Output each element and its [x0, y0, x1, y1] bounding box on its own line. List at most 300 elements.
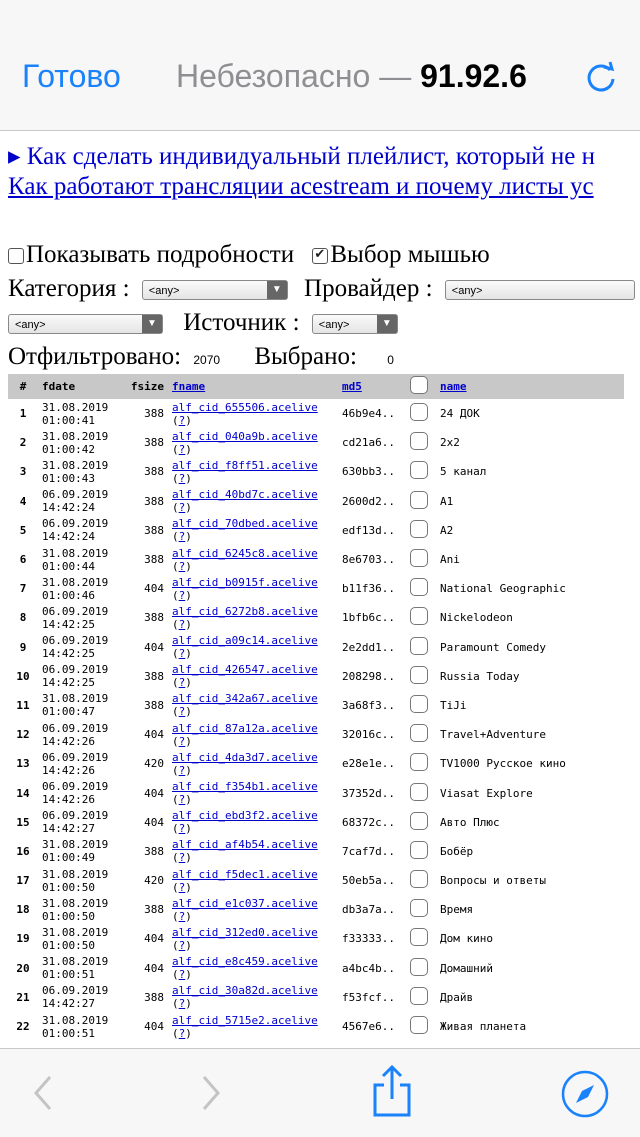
table-row: [8, 545, 624, 574]
row-fname: alf_cid_6245c8.acelive (?): [172, 546, 318, 573]
row-fname: alf_cid_426547.acelive (?): [172, 663, 318, 690]
row-channel-name: A1: [440, 494, 454, 508]
row-date: 31.08.2019: [42, 575, 109, 589]
reload-icon[interactable]: [584, 60, 618, 94]
row-fname: alf_cid_6272b8.acelive (?): [172, 604, 318, 631]
row-fdate: [38, 603, 124, 632]
row-checkbox[interactable]: [410, 607, 428, 625]
row-fname: alf_cid_87a12a.acelive (?): [172, 721, 318, 748]
row-md5: f33333..: [342, 932, 395, 946]
row-md5: 630bb3..: [342, 465, 395, 479]
row-checkbox[interactable]: [410, 695, 428, 713]
fname-link[interactable]: alf_cid_6245c8.acelive: [172, 546, 318, 560]
row-select[interactable]: [406, 691, 436, 720]
table-row: [8, 691, 624, 720]
table-row: [8, 866, 624, 895]
row-checkbox[interactable]: [410, 870, 428, 888]
help-link[interactable]: ?: [178, 501, 186, 515]
table-header: [8, 374, 624, 399]
row-fdate: [38, 1012, 124, 1041]
row-md5: 3a68f3..: [342, 698, 395, 712]
row-md5: edf13d..: [342, 523, 395, 537]
address-bar[interactable]: [176, 58, 548, 95]
fname-link[interactable]: alf_cid_f354b1.acelive: [172, 780, 318, 794]
row-date: 06.09.2019: [42, 721, 109, 735]
category-select[interactable]: <any> ▼: [142, 280, 288, 300]
help-link[interactable]: ?: [178, 763, 186, 777]
row-number: 4: [19, 494, 27, 508]
row-channel-name: Бобёр: [440, 844, 474, 858]
row-time: 14:42:25: [42, 647, 95, 661]
help-link[interactable]: ?: [178, 734, 186, 748]
row-select[interactable]: [406, 428, 436, 457]
table-row: [8, 487, 624, 516]
row-fdate: [38, 574, 124, 603]
row-fsize: 404: [144, 815, 164, 829]
url-prefix: Небезопасно —: [176, 58, 421, 94]
filter-row-1: [8, 275, 635, 303]
row-date: 31.08.2019: [42, 458, 109, 472]
row-number: 13: [16, 757, 30, 771]
row-fsize: 388: [144, 669, 164, 683]
row-checkbox[interactable]: [410, 403, 428, 421]
page-content: [0, 131, 640, 1048]
row-fname: alf_cid_f5dec1.acelive (?): [172, 867, 318, 894]
provider-select[interactable]: <any>: [445, 280, 635, 300]
row-fdate: [38, 954, 124, 983]
help-link[interactable]: ?: [178, 880, 186, 894]
row-channel-name: 24 ДОК: [440, 407, 480, 421]
row-checkbox[interactable]: [410, 812, 428, 830]
row-time: 01:00:46: [42, 588, 95, 602]
fname-link[interactable]: alf_cid_87a12a.acelive: [172, 721, 318, 735]
row-time: 14:42:24: [42, 501, 95, 515]
help-link[interactable]: ?: [178, 705, 186, 719]
row-fsize: 404: [144, 640, 164, 654]
row-md5: 68372c..: [342, 815, 395, 829]
url-host: 91.92.6: [420, 58, 527, 94]
fname-link[interactable]: alf_cid_ebd3f2.acelive: [172, 809, 318, 823]
row-number: 9: [19, 640, 27, 654]
counts-row: [8, 343, 394, 371]
row-select[interactable]: [406, 808, 436, 837]
row-date: 31.08.2019: [42, 1013, 109, 1027]
category-label: Категория :: [8, 275, 130, 302]
row-fdate: [38, 749, 124, 778]
compass-icon[interactable]: [560, 1069, 610, 1119]
row-md5: 4567e6..: [342, 1020, 395, 1034]
fname-link[interactable]: alf_cid_426547.acelive: [172, 663, 318, 677]
table-row: [8, 603, 624, 632]
filtered-count: 2070: [193, 353, 221, 367]
col-num: #: [8, 374, 38, 399]
fname-link[interactable]: alf_cid_b0915f.acelive: [172, 575, 318, 589]
chevron-down-icon: ▼: [142, 315, 162, 333]
row-time: 01:00:51: [42, 1026, 95, 1040]
table-row: [8, 516, 624, 545]
row-number: 7: [19, 582, 27, 596]
row-fname: alf_cid_30a82d.acelive (?): [172, 984, 318, 1011]
row-select[interactable]: [406, 516, 436, 545]
row-date: 31.08.2019: [42, 692, 109, 706]
row-select[interactable]: [406, 954, 436, 983]
row-checkbox[interactable]: [410, 753, 428, 771]
row-select[interactable]: [406, 837, 436, 866]
row-md5: 2e2dd1..: [342, 640, 395, 654]
col-fdate: fdate: [38, 374, 124, 399]
row-number: 11: [16, 698, 30, 712]
row-date: 31.08.2019: [42, 400, 109, 414]
channels-table: [8, 374, 624, 1041]
row-channel-name: TiJi: [440, 698, 467, 712]
row-fsize: 388: [144, 990, 164, 1004]
help-link[interactable]: ?: [178, 997, 186, 1011]
sort-md5-link[interactable]: md5: [342, 380, 362, 393]
mouse-select-checkbox[interactable]: [312, 248, 328, 264]
help-link[interactable]: ?: [178, 647, 186, 661]
fname-link[interactable]: alf_cid_342a67.acelive: [172, 692, 318, 706]
show-details-checkbox[interactable]: [8, 248, 24, 264]
row-fsize: 388: [144, 553, 164, 567]
row-time: 14:42:25: [42, 676, 95, 690]
table-row: [8, 662, 624, 691]
row-channel-name: Nickelodeon: [440, 611, 513, 625]
row-fdate: [38, 662, 124, 691]
row-fdate: [38, 516, 124, 545]
row-fdate: [38, 428, 124, 457]
row-date: 31.08.2019: [42, 955, 109, 969]
row-fsize: 388: [144, 611, 164, 625]
row-channel-name: 2x2: [440, 436, 460, 450]
row-date: 06.09.2019: [42, 604, 109, 618]
row-channel-name: National Geographic: [440, 582, 566, 596]
table-row: [8, 749, 624, 778]
row-fdate: [38, 399, 124, 428]
row-time: 01:00:51: [42, 968, 95, 982]
row-fname: alf_cid_a09c14.acelive (?): [172, 634, 318, 661]
row-checkbox[interactable]: [410, 520, 428, 538]
row-checkbox[interactable]: [410, 1016, 428, 1034]
row-channel-name: Авто Плюс: [440, 815, 500, 829]
share-icon[interactable]: [370, 1063, 414, 1119]
row-fdate: [38, 691, 124, 720]
help-link[interactable]: ?: [178, 909, 186, 923]
row-checkbox[interactable]: [410, 666, 428, 684]
row-md5: 37352d..: [342, 786, 395, 800]
provider-label: Провайдер :: [304, 275, 433, 302]
row-number: 10: [16, 669, 30, 683]
table-row: [8, 983, 624, 1012]
help-link[interactable]: ?: [178, 413, 186, 427]
row-number: 15: [16, 815, 30, 829]
fname-link[interactable]: alf_cid_312ed0.acelive: [172, 925, 318, 939]
row-checkbox[interactable]: [410, 899, 428, 917]
table-row: [8, 633, 624, 662]
row-channel-name: Viasat Explore: [440, 786, 533, 800]
row-select[interactable]: [406, 749, 436, 778]
row-select[interactable]: [406, 399, 436, 428]
row-number: 6: [19, 553, 27, 567]
row-channel-name: Russia Today: [440, 669, 520, 683]
row-select[interactable]: [406, 633, 436, 662]
filter-row-2: [8, 309, 398, 337]
row-fsize: 388: [144, 844, 164, 858]
row-time: 14:42:26: [42, 793, 95, 807]
help-link[interactable]: ?: [178, 617, 186, 631]
done-button[interactable]: Готово: [22, 58, 121, 94]
row-time: 14:42:27: [42, 997, 95, 1011]
help-link[interactable]: ?: [178, 1026, 186, 1040]
row-time: 01:00:49: [42, 851, 95, 865]
row-fdate: [38, 545, 124, 574]
col-md5[interactable]: [338, 374, 406, 399]
row-fname: alf_cid_342a67.acelive (?): [172, 692, 318, 719]
row-number: 16: [16, 844, 30, 858]
filtered-label: Отфильтровано:: [8, 343, 182, 370]
help-link[interactable]: ?: [178, 822, 186, 836]
row-fsize: 388: [144, 436, 164, 450]
row-select[interactable]: [406, 574, 436, 603]
fname-link[interactable]: alf_cid_70dbed.acelive: [172, 517, 318, 531]
row-fname: alf_cid_f354b1.acelive (?): [172, 780, 318, 807]
table-row: [8, 808, 624, 837]
row-select[interactable]: [406, 778, 436, 807]
row-md5: 8e6703..: [342, 553, 395, 567]
row-channel-name: Время: [440, 903, 474, 917]
row-fsize: 388: [144, 523, 164, 537]
browser-bottom-bar: [0, 1048, 640, 1137]
options-row: [8, 241, 490, 269]
row-channel-name: Домашний: [440, 961, 493, 975]
row-md5: 50eb5a..: [342, 874, 395, 888]
row-fdate: [38, 778, 124, 807]
acestream-info-link[interactable]: Как работают трансляции acestream и почему листы ус: [8, 173, 594, 200]
row-date: 06.09.2019: [42, 663, 109, 677]
row-checkbox[interactable]: [410, 724, 428, 742]
chevron-down-icon: ▼: [267, 281, 287, 299]
fname-link[interactable]: alf_cid_040a9b.acelive: [172, 429, 318, 443]
row-number: 14: [16, 786, 30, 800]
sort-name-link[interactable]: name: [440, 380, 467, 393]
col-select-all[interactable]: [406, 374, 436, 399]
row-fname: alf_cid_40bd7c.acelive (?): [172, 488, 318, 515]
row-checkbox[interactable]: [410, 432, 428, 450]
row-channel-name: Вопросы и ответы: [440, 874, 546, 888]
row-time: 14:42:27: [42, 822, 95, 836]
row-date: 31.08.2019: [42, 546, 109, 560]
table-row: [8, 574, 624, 603]
selected-label: Выбрано:: [254, 343, 357, 370]
table-row: [8, 720, 624, 749]
row-md5: 208298..: [342, 669, 395, 683]
help-link[interactable]: ?: [178, 676, 186, 690]
row-md5: 46b9e4..: [342, 407, 395, 421]
help-link[interactable]: ?: [178, 559, 186, 573]
extra-select[interactable]: <any> ▼: [8, 314, 163, 334]
help-link[interactable]: ?: [178, 851, 186, 865]
row-fdate: [38, 487, 124, 516]
row-checkbox[interactable]: [410, 578, 428, 596]
row-fsize: 388: [144, 698, 164, 712]
browser-toolbar: [0, 0, 640, 131]
row-number: 22: [16, 1020, 30, 1034]
row-fsize: 388: [144, 407, 164, 421]
row-number: 2: [19, 436, 27, 450]
table-row: [8, 895, 624, 924]
row-fname: alf_cid_af4b54.acelive (?): [172, 838, 318, 865]
row-number: 5: [19, 523, 27, 537]
row-select[interactable]: [406, 866, 436, 895]
row-fname: alf_cid_f8ff51.acelive (?): [172, 458, 318, 485]
fname-link[interactable]: alf_cid_e1c037.acelive: [172, 896, 318, 910]
row-fdate: [38, 457, 124, 486]
row-md5: 32016c..: [342, 728, 395, 742]
col-name[interactable]: [436, 374, 624, 399]
row-select[interactable]: [406, 1012, 436, 1041]
row-fname: alf_cid_4da3d7.acelive (?): [172, 750, 318, 777]
row-fname: alf_cid_b0915f.acelive (?): [172, 575, 318, 602]
sort-fname-link[interactable]: fname: [172, 380, 206, 393]
row-time: 01:00:50: [42, 938, 95, 952]
help-link[interactable]: ?: [178, 471, 186, 485]
row-select[interactable]: [406, 603, 436, 632]
playlist-howto-link[interactable]: ▸ Как сделать индивидуальный плейлист, который не н: [8, 143, 595, 170]
table-row: [8, 428, 624, 457]
row-channel-name: 5 канал: [440, 465, 487, 479]
row-fdate: [38, 808, 124, 837]
row-channel-name: Драйв: [440, 990, 474, 1004]
table-row: [8, 924, 624, 953]
source-select[interactable]: <any> ▼: [312, 314, 398, 334]
row-date: 31.08.2019: [42, 838, 109, 852]
help-link[interactable]: ?: [178, 530, 186, 544]
row-fdate: [38, 633, 124, 662]
fname-link[interactable]: alf_cid_6272b8.acelive: [172, 604, 318, 618]
row-checkbox[interactable]: [410, 549, 428, 567]
select-all-checkbox[interactable]: [410, 376, 428, 394]
row-fname: alf_cid_5715e2.acelive (?): [172, 1013, 318, 1040]
row-checkbox[interactable]: [410, 491, 428, 509]
help-link[interactable]: ?: [178, 793, 186, 807]
row-date: 31.08.2019: [42, 429, 109, 443]
row-select[interactable]: [406, 720, 436, 749]
row-checkbox[interactable]: [410, 928, 428, 946]
row-fname: alf_cid_70dbed.acelive (?): [172, 517, 318, 544]
row-checkbox[interactable]: [410, 841, 428, 859]
fname-link[interactable]: alf_cid_f8ff51.acelive: [172, 458, 318, 472]
row-fname: alf_cid_040a9b.acelive (?): [172, 429, 318, 456]
row-fname: alf_cid_e8c459.acelive (?): [172, 955, 318, 982]
row-md5: b11f36..: [342, 582, 395, 596]
row-fsize: 404: [144, 582, 164, 596]
table-row: [8, 399, 624, 428]
row-select[interactable]: [406, 983, 436, 1012]
row-fsize: 388: [144, 903, 164, 917]
row-select[interactable]: [406, 924, 436, 953]
row-select[interactable]: [406, 895, 436, 924]
row-number: 12: [16, 728, 30, 742]
row-select[interactable]: [406, 487, 436, 516]
row-time: 01:00:47: [42, 705, 95, 719]
row-md5: f53fcf..: [342, 990, 395, 1004]
row-md5: 7caf7d..: [342, 844, 395, 858]
fname-link[interactable]: alf_cid_4da3d7.acelive: [172, 750, 318, 764]
help-link[interactable]: ?: [178, 938, 186, 952]
row-time: 01:00:42: [42, 442, 95, 456]
row-number: 17: [16, 874, 30, 888]
fname-link[interactable]: alf_cid_f5dec1.acelive: [172, 867, 318, 881]
help-link[interactable]: ?: [178, 588, 186, 602]
row-time: 14:42:25: [42, 617, 95, 631]
row-fdate: [38, 983, 124, 1012]
table-row: [8, 837, 624, 866]
row-date: 06.09.2019: [42, 780, 109, 794]
row-fsize: 420: [144, 874, 164, 888]
row-time: 14:42:24: [42, 530, 95, 544]
row-checkbox[interactable]: [410, 637, 428, 655]
row-channel-name: Travel+Adventure: [440, 728, 546, 742]
row-fdate: [38, 837, 124, 866]
forward-icon[interactable]: [198, 1071, 224, 1115]
row-time: 01:00:43: [42, 471, 95, 485]
row-checkbox[interactable]: [410, 461, 428, 479]
row-fname: alf_cid_ebd3f2.acelive (?): [172, 809, 318, 836]
row-date: 31.08.2019: [42, 925, 109, 939]
row-select[interactable]: [406, 545, 436, 574]
row-time: 01:00:50: [42, 880, 95, 894]
table-row: [8, 1012, 624, 1041]
table-row: [8, 778, 624, 807]
row-channel-name: Дом кино: [440, 932, 493, 946]
fname-link[interactable]: alf_cid_655506.acelive: [172, 400, 318, 414]
row-select[interactable]: [406, 662, 436, 691]
chevron-down-icon: ▼: [377, 315, 397, 333]
row-fdate: [38, 866, 124, 895]
row-date: 06.09.2019: [42, 809, 109, 823]
fname-link[interactable]: alf_cid_af4b54.acelive: [172, 838, 318, 852]
row-checkbox[interactable]: [410, 783, 428, 801]
fname-link[interactable]: alf_cid_a09c14.acelive: [172, 634, 318, 648]
row-md5: a4bc4b..: [342, 961, 395, 975]
row-fname: alf_cid_312ed0.acelive (?): [172, 925, 318, 952]
mouse-select-label: Выбор мышью: [330, 241, 490, 268]
row-checkbox[interactable]: [410, 958, 428, 976]
row-fdate: [38, 895, 124, 924]
back-icon[interactable]: [30, 1071, 56, 1115]
row-number: 21: [16, 990, 30, 1004]
help-link[interactable]: ?: [178, 442, 186, 456]
fname-link[interactable]: alf_cid_40bd7c.acelive: [172, 488, 318, 502]
row-time: 14:42:26: [42, 763, 95, 777]
row-checkbox[interactable]: [410, 987, 428, 1005]
table-row: [8, 457, 624, 486]
row-md5: 1bfb6c..: [342, 611, 395, 625]
row-md5: e28e1e..: [342, 757, 395, 771]
fname-link[interactable]: alf_cid_30a82d.acelive: [172, 984, 318, 998]
row-select[interactable]: [406, 457, 436, 486]
row-fsize: 388: [144, 465, 164, 479]
selected-count: 0: [387, 353, 394, 367]
row-fsize: 404: [144, 728, 164, 742]
row-number: 3: [19, 465, 27, 479]
col-fsize: fsize: [124, 374, 168, 399]
row-date: 31.08.2019: [42, 896, 109, 910]
row-fsize: 388: [144, 494, 164, 508]
fname-link[interactable]: alf_cid_5715e2.acelive: [172, 1013, 318, 1027]
fname-link[interactable]: alf_cid_e8c459.acelive: [172, 955, 318, 969]
help-link[interactable]: ?: [178, 968, 186, 982]
col-fname[interactable]: [168, 374, 338, 399]
